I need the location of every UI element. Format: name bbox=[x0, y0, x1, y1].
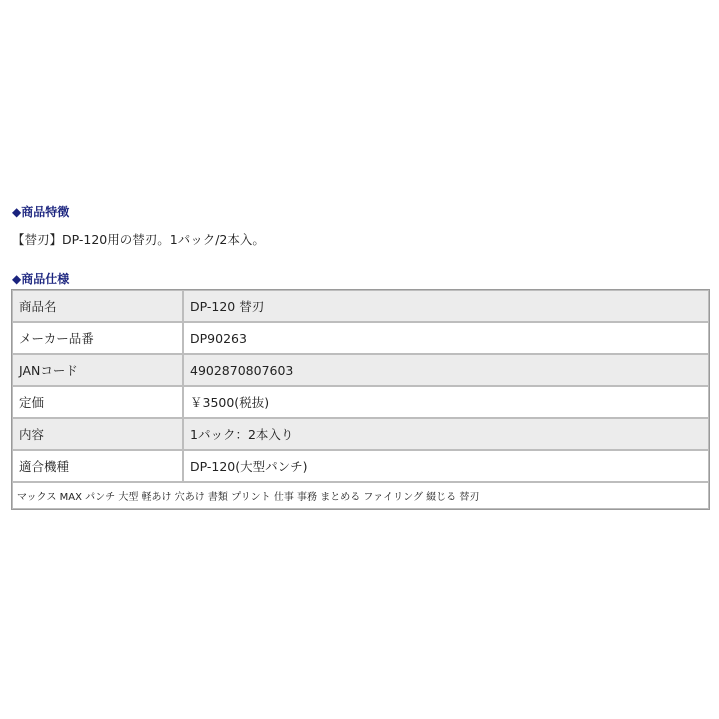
spec-row-product-name bbox=[12, 290, 709, 322]
product-description: 【替刃】DP-120用の替刃。1パック/2本入。 bbox=[12, 232, 265, 247]
spec-label: 適合機種 bbox=[12, 450, 183, 482]
spec-label: メーカー品番 bbox=[12, 322, 183, 354]
spec-row-list-price bbox=[12, 386, 709, 418]
spec-row-maker-part-number bbox=[12, 322, 709, 354]
spec-value: DP-120 替刃 bbox=[183, 290, 709, 322]
spec-value: DP-120(大型パンチ) bbox=[183, 450, 709, 482]
spec-value: 4902870807603 bbox=[183, 354, 709, 386]
spec-label: 商品名 bbox=[12, 290, 183, 322]
keywords-text: マックス MAX パンチ 大型 軽あけ 穴あけ 書類 プリント 仕事 事務 まとめる ファイリング 綴じる 替刃 bbox=[12, 482, 709, 509]
spec-row-jan-code bbox=[12, 354, 709, 386]
spec-value: 1パック：2本入り bbox=[183, 418, 709, 450]
spec-row-keywords bbox=[12, 482, 709, 509]
spec-label: JANコード bbox=[12, 354, 183, 386]
spec-table bbox=[11, 289, 710, 510]
spec-row-compatible-model bbox=[12, 450, 709, 482]
spec-row-contents bbox=[12, 418, 709, 450]
specs-heading: ◆商品仕様 bbox=[12, 272, 70, 286]
spec-value: ￥3500(税抜) bbox=[183, 386, 709, 418]
spec-value: DP90263 bbox=[183, 322, 709, 354]
spec-label: 内容 bbox=[12, 418, 183, 450]
spec-label: 定価 bbox=[12, 386, 183, 418]
features-heading: ◆商品特徴 bbox=[12, 205, 70, 219]
